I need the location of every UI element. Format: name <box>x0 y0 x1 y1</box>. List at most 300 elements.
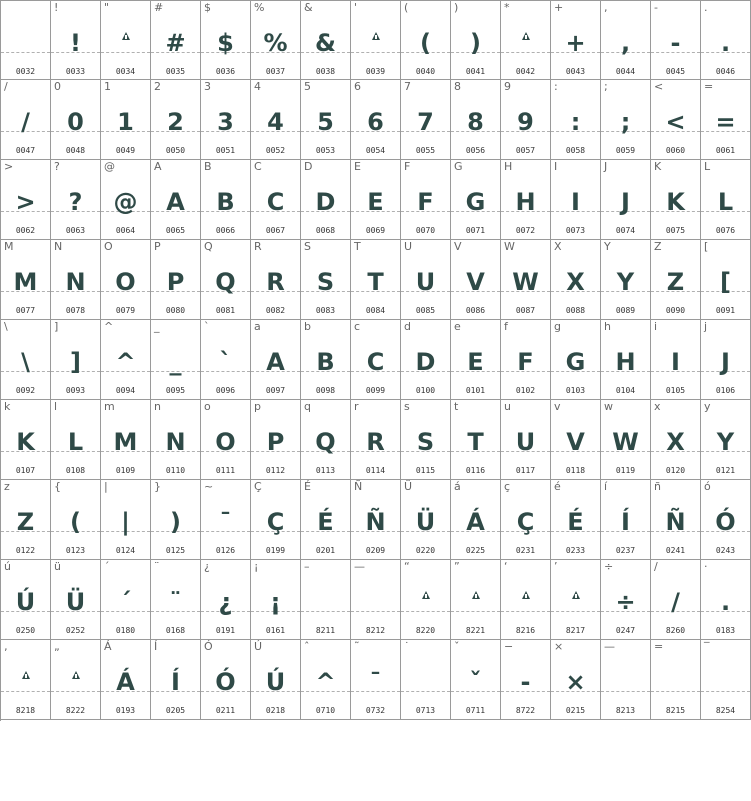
glyph-cell[interactable] <box>351 0 401 80</box>
character-code: 0070 <box>415 226 436 235</box>
character-code: 0038 <box>315 67 336 76</box>
glyph-cell[interactable] <box>651 320 701 400</box>
glyph-cell[interactable] <box>101 160 151 240</box>
character-code: 8220 <box>415 626 436 635</box>
character-code: 0083 <box>315 306 336 315</box>
glyph-cell[interactable] <box>301 560 351 640</box>
glyph-cell[interactable] <box>51 160 101 240</box>
character-label: Í <box>154 640 158 653</box>
character-label: - <box>654 1 658 14</box>
glyph-cell[interactable] <box>201 560 251 640</box>
character-code: 0108 <box>65 466 86 475</box>
character-label: B <box>204 160 212 173</box>
character-code: 0062 <box>15 226 36 235</box>
glyph-cell[interactable] <box>151 160 201 240</box>
character-code: 0033 <box>65 67 86 76</box>
glyph-cell[interactable] <box>601 400 651 480</box>
character-code: 0058 <box>565 146 586 155</box>
character-code: 0117 <box>515 466 536 475</box>
character-code: 0710 <box>315 706 336 715</box>
glyph-cell[interactable] <box>101 400 151 480</box>
character-code: 0077 <box>15 306 36 315</box>
glyph-cell[interactable] <box>451 640 501 720</box>
character-label: L <box>704 160 711 173</box>
glyph-cell[interactable] <box>501 400 551 480</box>
glyph-cell[interactable] <box>201 240 251 320</box>
glyph-cell[interactable] <box>251 560 301 640</box>
character-code: 0103 <box>565 386 586 395</box>
character-code: 0124 <box>115 546 136 555</box>
glyph-preview: A <box>166 188 185 216</box>
glyph-cell[interactable] <box>1 640 51 720</box>
glyph-cell[interactable] <box>401 80 451 160</box>
glyph-cell[interactable] <box>451 400 501 480</box>
glyph-cell[interactable] <box>101 560 151 640</box>
missing-glyph-icon <box>572 591 580 599</box>
character-code: 0120 <box>665 466 686 475</box>
glyph-cell[interactable] <box>201 480 251 560</box>
character-label: Á <box>104 640 112 653</box>
character-code: 0067 <box>265 226 286 235</box>
baseline-guide <box>351 52 400 53</box>
baseline-guide <box>401 611 450 612</box>
glyph-preview: # <box>165 29 186 57</box>
glyph-cell[interactable] <box>301 320 351 400</box>
glyph-cell[interactable] <box>701 480 751 560</box>
glyph-cell[interactable] <box>351 320 401 400</box>
glyph-cell[interactable] <box>501 320 551 400</box>
glyph-cell[interactable] <box>301 160 351 240</box>
character-label: ; <box>604 80 608 93</box>
glyph-preview: A <box>266 348 285 376</box>
glyph-preview: L <box>67 428 84 456</box>
glyph-cell[interactable] <box>301 480 351 560</box>
glyph-cell[interactable] <box>151 0 201 80</box>
character-code: 0090 <box>665 306 686 315</box>
glyph-cell[interactable] <box>351 80 401 160</box>
character-label: ´ <box>104 560 110 573</box>
character-label: ü <box>54 560 61 573</box>
glyph-cell[interactable] <box>101 240 151 320</box>
character-code: 0057 <box>515 146 536 155</box>
glyph-preview: . <box>720 29 731 57</box>
glyph-cell[interactable] <box>401 0 451 80</box>
glyph-cell[interactable] <box>251 400 301 480</box>
glyph-cell[interactable] <box>501 80 551 160</box>
glyph-cell[interactable] <box>51 560 101 640</box>
glyph-preview: Y <box>616 268 635 296</box>
character-code: 0037 <box>265 67 286 76</box>
glyph-cell[interactable] <box>201 320 251 400</box>
glyph-preview: Á <box>466 508 485 536</box>
glyph-cell[interactable] <box>51 480 101 560</box>
glyph-cell[interactable] <box>701 240 751 320</box>
glyph-cell[interactable] <box>51 0 101 80</box>
glyph-preview: Ú <box>265 668 286 696</box>
baseline-guide <box>301 611 350 612</box>
glyph-cell[interactable] <box>451 480 501 560</box>
glyph-cell[interactable] <box>401 560 451 640</box>
character-code: 0205 <box>165 706 186 715</box>
glyph-cell[interactable] <box>51 640 101 720</box>
character-code: 0099 <box>365 386 386 395</box>
missing-glyph-icon <box>122 32 130 40</box>
glyph-preview: ) <box>470 29 481 57</box>
glyph-cell[interactable] <box>1 160 51 240</box>
glyph-cell[interactable] <box>701 80 751 160</box>
glyph-preview: É <box>317 508 334 536</box>
glyph-preview: É <box>567 508 584 536</box>
character-code: 8254 <box>715 706 736 715</box>
glyph-cell[interactable] <box>601 80 651 160</box>
glyph-cell[interactable] <box>351 480 401 560</box>
glyph-cell[interactable] <box>551 80 601 160</box>
glyph-cell[interactable] <box>251 320 301 400</box>
glyph-cell[interactable] <box>451 560 501 640</box>
character-label: n <box>154 400 161 413</box>
glyph-cell[interactable] <box>551 640 601 720</box>
character-label: O <box>104 240 113 253</box>
glyph-preview: 9 <box>517 108 534 136</box>
glyph-row <box>1 480 751 560</box>
glyph-cell[interactable] <box>1 400 51 480</box>
missing-glyph-icon <box>22 671 30 679</box>
character-code: 0089 <box>615 306 636 315</box>
character-label: ” <box>454 560 460 573</box>
character-label: ˆ <box>304 640 310 653</box>
glyph-cell[interactable] <box>351 400 401 480</box>
glyph-preview: L <box>717 188 734 216</box>
glyph-preview: 6 <box>367 108 384 136</box>
character-code: 8211 <box>315 626 336 635</box>
character-code: 0082 <box>265 306 286 315</box>
glyph-cell[interactable] <box>101 80 151 160</box>
character-code: 0732 <box>365 706 386 715</box>
glyph-cell[interactable] <box>451 160 501 240</box>
glyph-cell[interactable] <box>401 320 451 400</box>
glyph-cell[interactable] <box>251 160 301 240</box>
character-code: 0241 <box>665 546 686 555</box>
glyph-cell[interactable] <box>651 0 701 80</box>
glyph-cell[interactable] <box>551 0 601 80</box>
character-code: 0107 <box>15 466 36 475</box>
character-code: 8221 <box>465 626 486 635</box>
glyph-cell[interactable] <box>651 240 701 320</box>
character-code: 0076 <box>715 226 736 235</box>
glyph-cell[interactable] <box>601 480 651 560</box>
glyph-cell[interactable] <box>151 80 201 160</box>
glyph-cell[interactable] <box>1 320 51 400</box>
glyph-preview: 7 <box>417 108 434 136</box>
character-label: „ <box>54 640 60 653</box>
glyph-cell[interactable] <box>651 640 701 720</box>
character-code: 0110 <box>165 466 186 475</box>
character-label: = <box>704 80 714 93</box>
glyph-preview: R <box>366 428 385 456</box>
character-code: 0114 <box>365 466 386 475</box>
glyph-cell[interactable] <box>101 640 151 720</box>
glyph-cell[interactable] <box>601 240 651 320</box>
glyph-cell[interactable] <box>1 0 51 80</box>
character-label: ¨ <box>154 560 160 573</box>
character-label: Ü <box>404 480 413 493</box>
glyph-cell[interactable] <box>601 320 651 400</box>
glyph-cell[interactable] <box>1 80 51 160</box>
character-label: " <box>104 1 110 14</box>
glyph-preview: ! <box>70 29 81 57</box>
character-label: ’ <box>554 560 558 573</box>
glyph-cell[interactable] <box>551 240 601 320</box>
glyph-cell[interactable] <box>651 80 701 160</box>
character-label: @ <box>104 160 115 173</box>
glyph-cell[interactable] <box>501 160 551 240</box>
character-code: 0052 <box>265 146 286 155</box>
glyph-preview: ] <box>70 348 81 376</box>
missing-glyph-icon <box>522 591 530 599</box>
character-label: 6 <box>354 80 361 93</box>
glyph-preview: Ñ <box>365 508 386 536</box>
glyph-cell[interactable] <box>251 0 301 80</box>
character-code: 0049 <box>115 146 136 155</box>
glyph-cell[interactable] <box>601 560 651 640</box>
glyph-preview: ( <box>70 508 81 536</box>
glyph-cell[interactable] <box>101 320 151 400</box>
glyph-preview: K <box>666 188 685 216</box>
glyph-cell[interactable] <box>501 560 551 640</box>
glyph-cell[interactable] <box>451 320 501 400</box>
glyph-cell[interactable] <box>401 480 451 560</box>
character-label: t <box>454 400 459 413</box>
glyph-cell[interactable] <box>701 160 751 240</box>
glyph-cell[interactable] <box>551 400 601 480</box>
missing-glyph-icon <box>522 32 530 40</box>
glyph-cell[interactable] <box>151 480 201 560</box>
glyph-cell[interactable] <box>251 240 301 320</box>
character-label: ¡ <box>254 560 259 573</box>
character-label: . <box>704 1 708 14</box>
glyph-cell[interactable] <box>351 160 401 240</box>
glyph-cell[interactable] <box>101 0 151 80</box>
character-code: 0122 <box>15 546 36 555</box>
glyph-cell[interactable] <box>51 240 101 320</box>
character-label: C <box>254 160 262 173</box>
character-label: ÷ <box>604 560 614 573</box>
glyph-preview: Ç <box>516 508 535 536</box>
glyph-cell[interactable] <box>201 0 251 80</box>
glyph-cell[interactable] <box>601 160 651 240</box>
baseline-guide <box>351 611 400 612</box>
character-code: 0040 <box>415 67 436 76</box>
glyph-cell[interactable] <box>451 240 501 320</box>
glyph-cell[interactable] <box>601 0 651 80</box>
character-code: 0060 <box>665 146 686 155</box>
character-label: ñ <box>654 480 661 493</box>
character-label: K <box>654 160 662 173</box>
character-label: D <box>304 160 313 173</box>
glyph-cell[interactable] <box>1 480 51 560</box>
character-label: é <box>554 480 561 493</box>
glyph-cell[interactable] <box>401 160 451 240</box>
glyph-cell[interactable] <box>651 160 701 240</box>
glyph-cell[interactable] <box>701 0 751 80</box>
glyph-cell[interactable] <box>701 560 751 640</box>
character-label: ‘ <box>504 560 508 573</box>
glyph-cell[interactable] <box>701 320 751 400</box>
character-code: 0044 <box>615 67 636 76</box>
glyph-preview: ( <box>420 29 431 57</box>
character-code: 8215 <box>665 706 686 715</box>
glyph-preview: R <box>266 268 285 296</box>
glyph-preview: 4 <box>267 108 284 136</box>
character-label: H <box>504 160 513 173</box>
glyph-cell[interactable] <box>551 480 601 560</box>
glyph-preview: G <box>565 348 586 376</box>
glyph-cell[interactable] <box>401 400 451 480</box>
glyph-cell[interactable] <box>351 560 401 640</box>
glyph-cell[interactable] <box>301 400 351 480</box>
glyph-cell[interactable] <box>551 560 601 640</box>
character-label: f <box>504 320 508 333</box>
glyph-preview: X <box>566 268 585 296</box>
glyph-cell[interactable] <box>201 400 251 480</box>
glyph-cell[interactable] <box>201 80 251 160</box>
glyph-cell[interactable] <box>51 400 101 480</box>
character-label: ! <box>54 1 59 14</box>
character-label: í <box>604 480 608 493</box>
character-label: r <box>354 400 359 413</box>
character-code: 0039 <box>365 67 386 76</box>
glyph-cell[interactable] <box>251 480 301 560</box>
character-label: Ó <box>204 640 213 653</box>
glyph-cell[interactable] <box>51 80 101 160</box>
glyph-cell[interactable] <box>151 320 201 400</box>
character-code: 8213 <box>615 706 636 715</box>
glyph-cell[interactable] <box>201 640 251 720</box>
character-label: 0 <box>54 80 61 93</box>
glyph-preview: P <box>266 428 285 456</box>
character-code: 0247 <box>615 626 636 635</box>
glyph-cell[interactable] <box>501 240 551 320</box>
glyph-cell[interactable] <box>301 0 351 80</box>
glyph-cell[interactable] <box>251 640 301 720</box>
glyph-cell[interactable] <box>601 640 651 720</box>
character-code: 0096 <box>215 386 236 395</box>
glyph-cell[interactable] <box>551 320 601 400</box>
glyph-cell[interactable] <box>301 240 351 320</box>
character-label: — <box>604 640 615 653</box>
baseline-guide <box>601 691 650 692</box>
glyph-cell[interactable] <box>151 400 201 480</box>
character-label: u <box>504 400 511 413</box>
glyph-preview: U <box>415 268 436 296</box>
character-label: > <box>4 160 14 173</box>
character-label: ( <box>404 1 409 14</box>
character-label: ú <box>4 560 11 573</box>
character-code: 0711 <box>465 706 486 715</box>
glyph-cell[interactable] <box>501 480 551 560</box>
glyph-preview: B <box>316 348 335 376</box>
character-label: w <box>604 400 613 413</box>
glyph-preview: < <box>665 108 686 136</box>
glyph-cell[interactable] <box>301 640 351 720</box>
glyph-cell[interactable] <box>651 400 701 480</box>
glyph-cell[interactable] <box>501 0 551 80</box>
glyph-cell[interactable] <box>401 640 451 720</box>
glyph-cell[interactable] <box>51 320 101 400</box>
character-label: T <box>354 240 361 253</box>
character-code: 0043 <box>565 67 586 76</box>
glyph-preview: 2 <box>167 108 184 136</box>
character-code: 0252 <box>65 626 86 635</box>
glyph-cell[interactable] <box>251 80 301 160</box>
character-code: 0118 <box>565 466 586 475</box>
character-label: – <box>304 560 310 573</box>
character-label: “ <box>404 560 410 573</box>
character-label: É <box>304 480 311 493</box>
character-code: 0225 <box>465 546 486 555</box>
glyph-preview: U <box>515 428 536 456</box>
glyph-cell[interactable] <box>551 160 601 240</box>
character-code: 0042 <box>515 67 536 76</box>
character-label: × <box>554 640 564 653</box>
character-label: l <box>54 400 58 413</box>
character-code: 0713 <box>415 706 436 715</box>
character-code: 0059 <box>615 146 636 155</box>
glyph-preview: V <box>566 428 585 456</box>
glyph-cell[interactable] <box>301 80 351 160</box>
glyph-preview: ` <box>219 348 232 376</box>
glyph-cell[interactable] <box>101 480 151 560</box>
glyph-cell[interactable] <box>201 160 251 240</box>
glyph-preview: E <box>367 188 384 216</box>
glyph-cell[interactable] <box>151 560 201 640</box>
character-label: Z <box>654 240 662 253</box>
glyph-preview: M <box>13 268 38 296</box>
character-code: 0087 <box>515 306 536 315</box>
character-label: [ <box>704 240 709 253</box>
glyph-preview: 8 <box>467 108 484 136</box>
glyph-cell[interactable] <box>701 640 751 720</box>
character-code: 0093 <box>65 386 86 395</box>
glyph-cell[interactable] <box>701 400 751 480</box>
glyph-cell[interactable] <box>1 240 51 320</box>
glyph-cell[interactable] <box>151 640 201 720</box>
glyph-cell[interactable] <box>451 0 501 80</box>
character-code: 0126 <box>215 546 236 555</box>
glyph-cell[interactable] <box>1 560 51 640</box>
glyph-cell[interactable] <box>351 240 401 320</box>
glyph-cell[interactable] <box>351 640 401 720</box>
glyph-cell[interactable] <box>151 240 201 320</box>
character-label: 8 <box>454 80 461 93</box>
glyph-cell[interactable] <box>401 240 451 320</box>
character-label: J <box>604 160 608 173</box>
glyph-cell[interactable] <box>651 560 701 640</box>
glyph-cell[interactable] <box>501 640 551 720</box>
character-label: ) <box>454 1 459 14</box>
glyph-cell[interactable] <box>451 80 501 160</box>
character-label: # <box>154 1 164 14</box>
glyph-preview: W <box>512 268 539 296</box>
character-code: 0104 <box>615 386 636 395</box>
character-code: 0168 <box>165 626 186 635</box>
character-label: ‾ <box>704 640 710 653</box>
glyph-cell[interactable] <box>651 480 701 560</box>
glyph-preview: > <box>15 188 36 216</box>
character-code: 8216 <box>515 626 536 635</box>
character-label: x <box>654 400 661 413</box>
glyph-preview: 5 <box>317 108 334 136</box>
